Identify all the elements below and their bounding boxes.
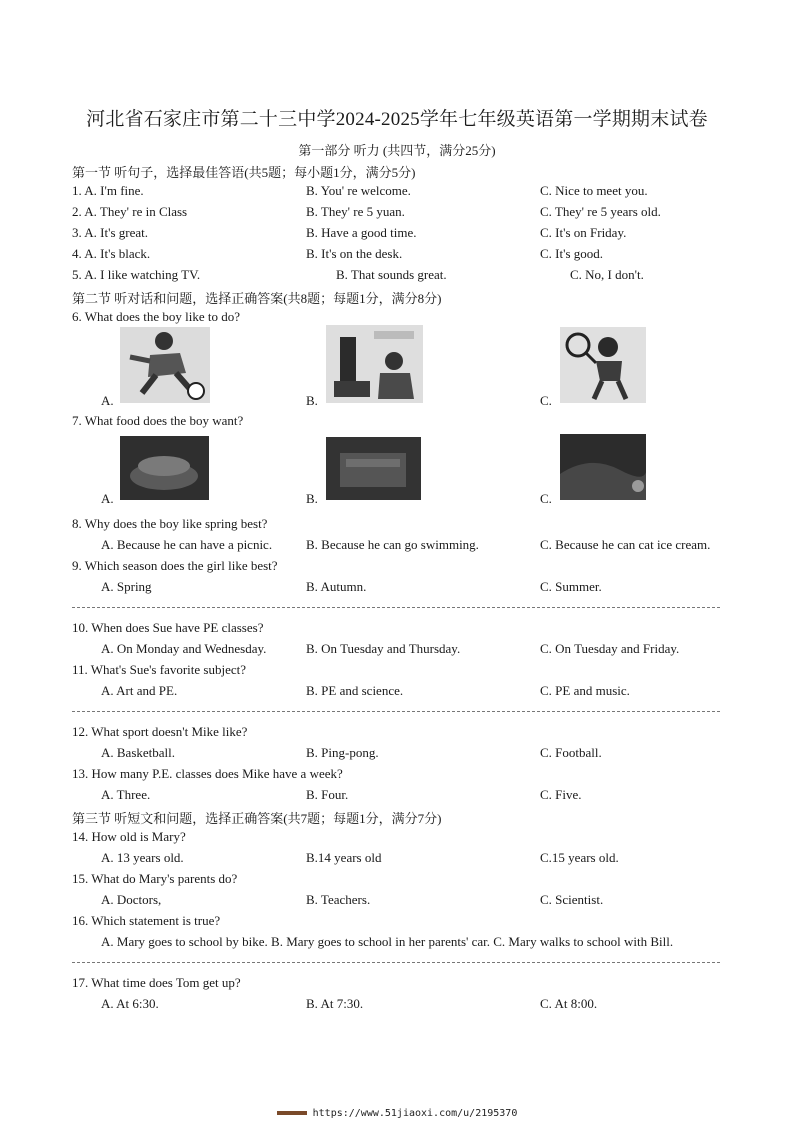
q9-question: 9. Which season does the girl like best?: [72, 558, 278, 573]
q14-question: 14. How old is Mary?: [72, 829, 186, 844]
q1-option-b: B. You' re welcome.: [306, 183, 411, 198]
q15-option-b: B. Teachers.: [306, 892, 371, 907]
q7-label-a: A.: [101, 491, 114, 506]
section-heading-3: 第三节 听短文和问题，选择正确答案(共7题；每题1分，满分7分): [72, 811, 442, 826]
q6-image-a: [120, 327, 210, 403]
reading-figure-icon: [326, 325, 423, 403]
q8-option-c: C. Because he can cat ice cream.: [540, 537, 711, 552]
footer-watermark: [0, 1108, 794, 1119]
q5-option-a: 5. A. I like watching TV.: [72, 267, 201, 282]
q8-option-a: A. Because he can have a picnic.: [101, 537, 273, 552]
q6-image-c: [560, 327, 646, 403]
q12-option-c: C. Football.: [540, 745, 602, 760]
food-photo-icon: [120, 436, 209, 500]
logo-icon: [277, 1111, 307, 1115]
q11-question: 11. What's Sue's favorite subject?: [72, 662, 247, 677]
q15-option-a: A. Doctors,: [101, 892, 162, 907]
q5-option-c: C. No, I don't.: [570, 267, 644, 282]
q9-option-c: C. Summer.: [540, 579, 602, 594]
tennis-player-icon: [560, 327, 646, 403]
q7-question: 7. What food does the boy want?: [72, 413, 244, 428]
q9-option-b: B. Autumn.: [306, 579, 367, 594]
q11-option-a: A. Art and PE.: [101, 683, 178, 698]
q4-option-a: 4. A. It's black.: [72, 246, 151, 261]
q7-label-c: C.: [540, 491, 552, 506]
q2-option-b: B. They' re 5 yuan.: [306, 204, 405, 219]
q17-option-c: C. At 8:00.: [540, 996, 598, 1011]
part-heading: 第一部分 听力 (共四节，满分25分): [298, 143, 496, 158]
q15-option-c: C. Scientist.: [540, 892, 604, 907]
divider: [72, 607, 720, 608]
q13-option-a: A. Three.: [101, 787, 151, 802]
q5-option-b: B. That sounds great.: [336, 267, 447, 282]
q8-option-b: B. Because he can go swimming.: [306, 537, 479, 552]
q13-option-b: B. Four.: [306, 787, 349, 802]
q17-question: 17. What time does Tom get up?: [72, 975, 241, 990]
q17-option-b: B. At 7:30.: [306, 996, 364, 1011]
q4-option-c: C. It's good.: [540, 246, 604, 261]
soccer-player-icon: [120, 327, 210, 403]
q7-label-b: B.: [306, 491, 318, 506]
divider: [72, 711, 720, 712]
q7-image-a: [120, 436, 209, 500]
section-heading-1: 第一节 听句子，选择最佳答语(共5题；每小题1分，满分5分): [72, 165, 416, 180]
q3-option-a: 3. A. It's great.: [72, 225, 148, 240]
q6-label-b: B.: [306, 393, 318, 408]
q13-option-c: C. Five.: [540, 787, 582, 802]
q15-question: 15. What do Mary's parents do?: [72, 871, 238, 886]
q11-option-b: B. PE and science.: [306, 683, 404, 698]
section-heading-2: 第二节 听对话和问题，选择正确答案(共8题；每题1分，满分8分): [72, 291, 442, 306]
q3-option-c: C. It's on Friday.: [540, 225, 627, 240]
q11-option-c: C. PE and music.: [540, 683, 630, 698]
q16-options: A. Mary goes to school by bike. B. Mary goes to school in her parents' car. C. Mary walks to school with Bill.: [101, 934, 674, 949]
q16-question: 16. Which statement is true?: [72, 913, 221, 928]
q9-option-a: A. Spring: [101, 579, 152, 594]
q14-option-a: A. 13 years old.: [101, 850, 184, 865]
q3-option-b: B. Have a good time.: [306, 225, 417, 240]
q14-option-b: B.14 years old: [306, 850, 382, 865]
footer-url[interactable]: https://www.51jiaoxi.com/u/2195370: [312, 1108, 518, 1119]
q17-option-a: A. At 6:30.: [101, 996, 159, 1011]
q6-question: 6. What does the boy like to do?: [72, 309, 241, 324]
q10-option-a: A. On Monday and Wednesday.: [101, 641, 267, 656]
page-title: 河北省石家庄市第二十三中学2024-2025学年七年级英语第一学期期末试卷: [86, 109, 708, 130]
q13-question: 13. How many P.E. classes does Mike have a week?: [72, 766, 343, 781]
q12-question: 12. What sport doesn't Mike like?: [72, 724, 248, 739]
food-photo-icon: [560, 434, 646, 500]
q2-option-c: C. They' re 5 years old.: [540, 204, 661, 219]
q14-option-c: C.15 years old.: [540, 850, 619, 865]
q7-image-c: [560, 434, 646, 500]
q10-option-b: B. On Tuesday and Thursday.: [306, 641, 461, 656]
q1-option-a: 1. A. I'm fine.: [72, 183, 144, 198]
q7-image-b: [326, 437, 421, 500]
q8-question: 8. Why does the boy like spring best?: [72, 516, 268, 531]
q6-image-b: [326, 325, 423, 403]
q10-option-c: C. On Tuesday and Friday.: [540, 641, 680, 656]
divider: [72, 962, 720, 963]
q6-label-a: A.: [101, 393, 114, 408]
q12-option-a: A. Basketball.: [101, 745, 176, 760]
q6-label-c: C.: [540, 393, 552, 408]
food-photo-icon: [326, 437, 421, 500]
q2-option-a: 2. A. They' re in Class: [72, 204, 188, 219]
q1-option-c: C. Nice to meet you.: [540, 183, 648, 198]
q10-question: 10. When does Sue have PE classes?: [72, 620, 264, 635]
q12-option-b: B. Ping-pong.: [306, 745, 379, 760]
q4-option-b: B. It's on the desk.: [306, 246, 403, 261]
